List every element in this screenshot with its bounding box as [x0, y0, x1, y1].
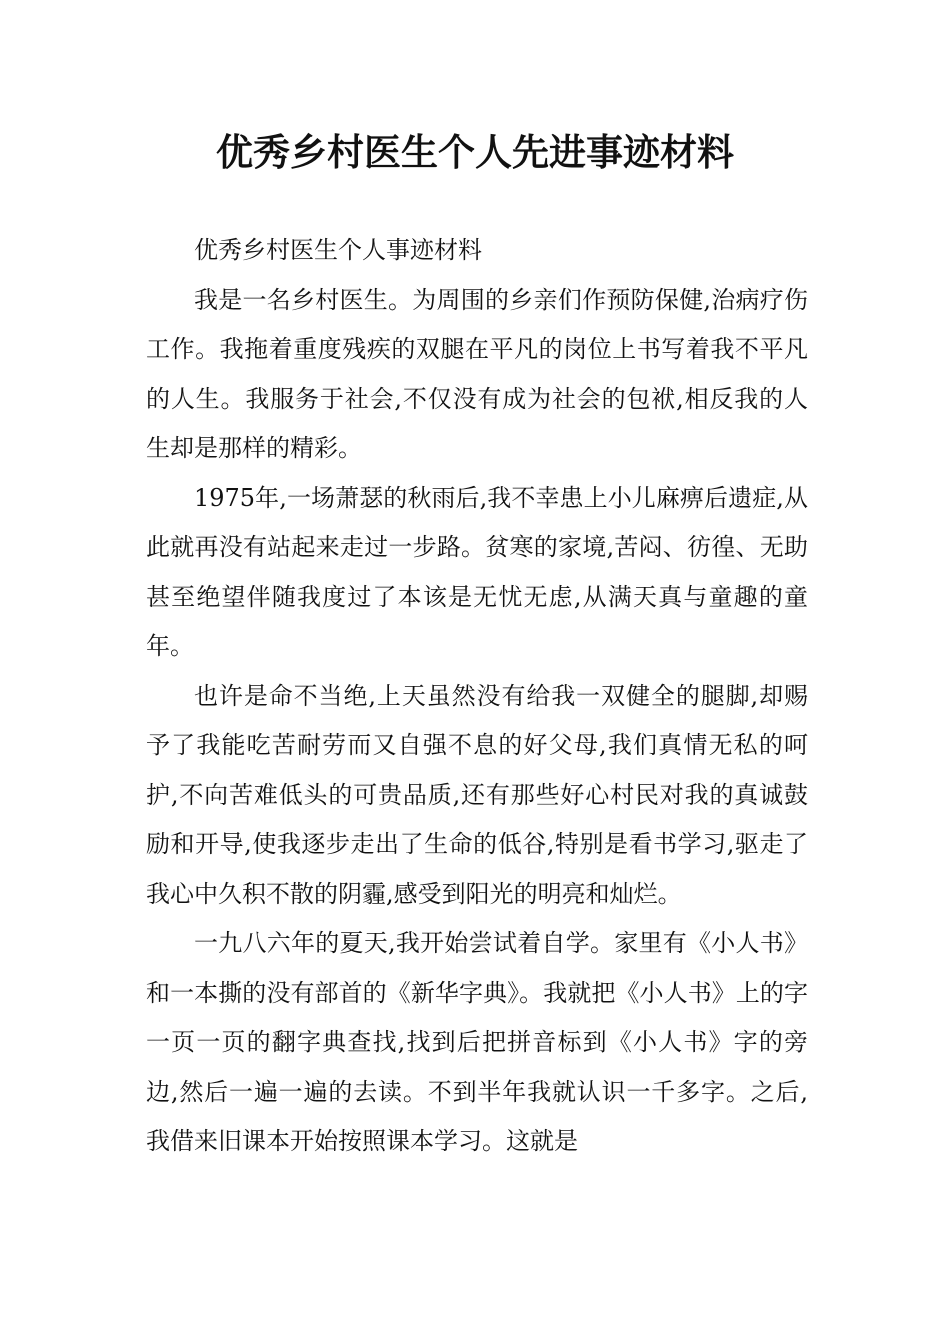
paragraph: 我是一名乡村医生。为周围的乡亲们作预防保健,治病疗伤工作。我拖着重度残疾的双腿在平凡的岗位上书写着我不平凡的人生。我服务于社会,不仅没有成为社会的包袱,相反我的人生却是那样的精彩。	[146, 285, 808, 462]
document-title: 优秀乡村医生个人先进事迹材料	[216, 131, 734, 174]
paragraph: 一九八六年的夏天,我开始尝试着自学。家里有《小人书》和一本撕的没有部首的《新华字典》。我就把《小人书》上的字一页一页的翻字典查找,找到后把拼音标到《小人书》字的旁边,然后一遍一遍的去读。不到半年我就认识一千多字。之后,我借来旧课本开始按照课本学习。这就是	[146, 929, 808, 1155]
paragraph: 1975年,一场萧瑟的秋雨后,我不幸患上小儿麻痹后遗症,从此就再没有站起来走过一步路。贫寒的家境,苦闷、彷徨、无助甚至绝望伴随我度过了本该是无忧无虑,从满天真与童趣的童年。	[146, 483, 808, 660]
document-body	[146, 226, 808, 1167]
paragraph-subtitle: 优秀乡村医生个人事迹材料	[194, 236, 482, 264]
paragraph: 也许是命不当绝,上天虽然没有给我一双健全的腿脚,却赐予了我能吃苦耐劳而又自强不息的好父母,我们真情无私的呵护,不向苦难低头的可贵品质,还有那些好心村民对我的真诚鼓励和开导,使我逐步走出了生命的低谷,特别是看书学习,驱走了我心中久积不散的阴霾,感受到阳光的明亮和灿烂。	[146, 681, 808, 908]
